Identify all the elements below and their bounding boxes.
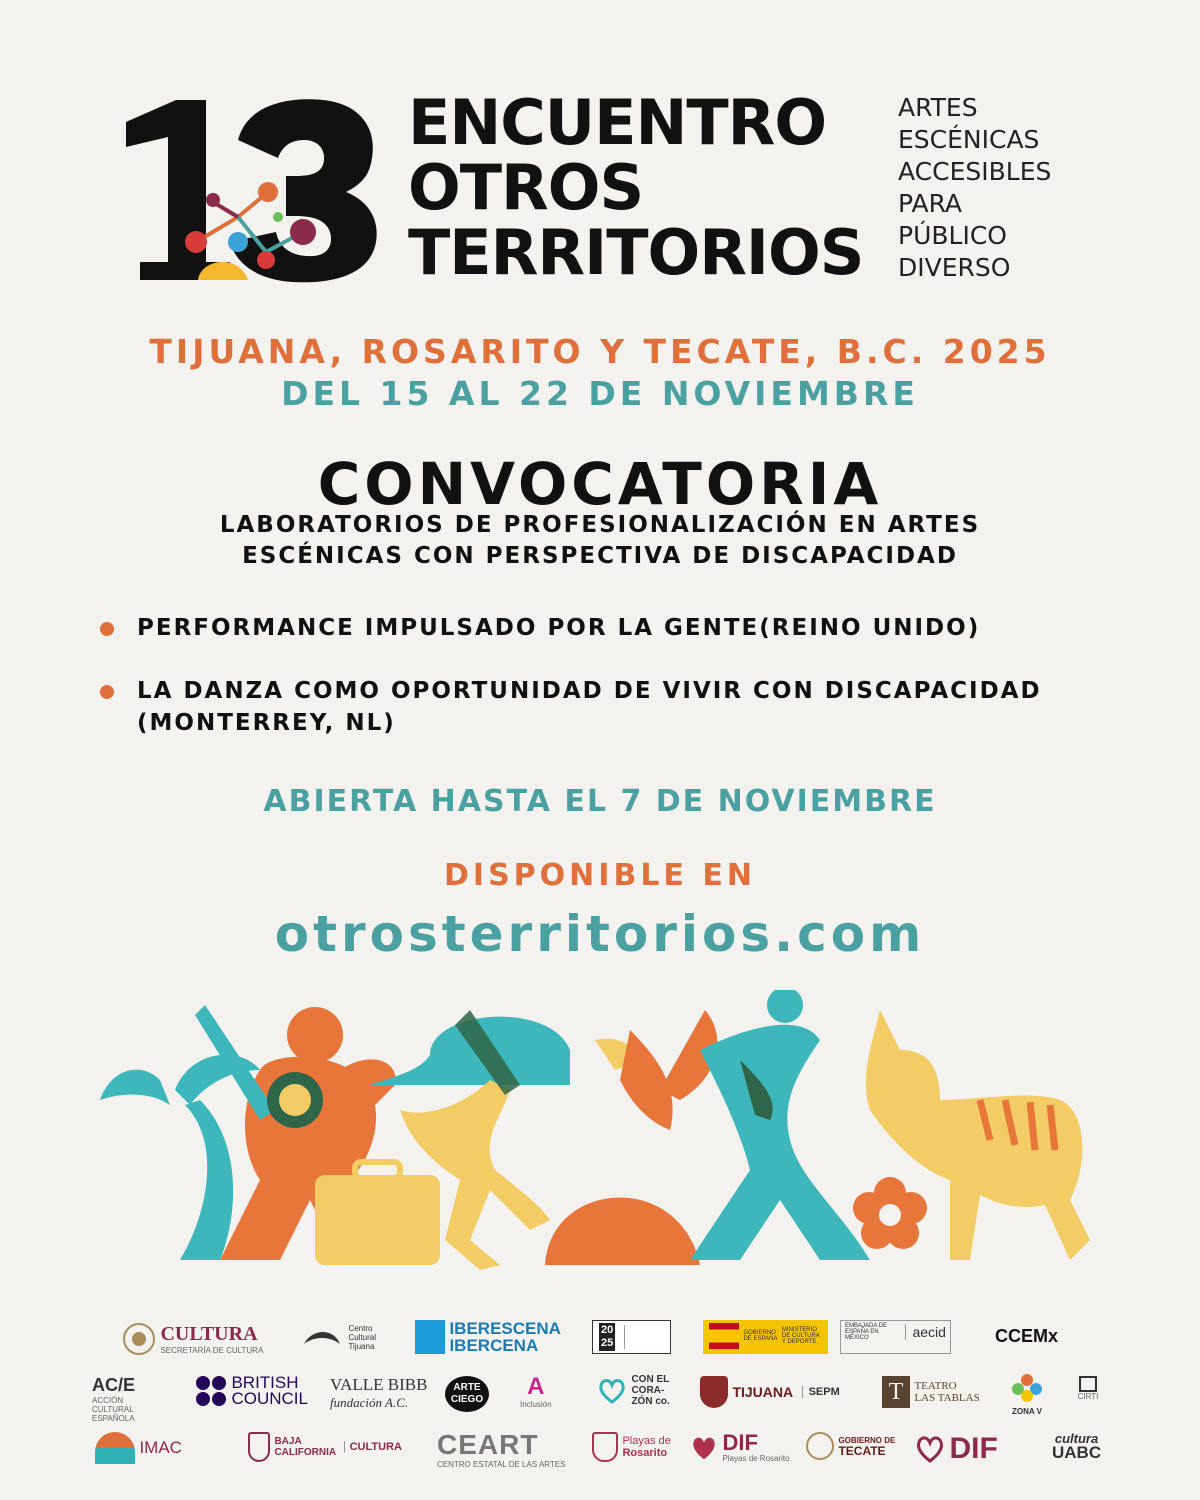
year-bottom: 25 (601, 1337, 614, 1349)
british-dots-icon (195, 1375, 227, 1407)
seal-icon (122, 1322, 156, 1356)
imac-logo (95, 1432, 182, 1464)
title-line-2: OTROS (408, 151, 644, 224)
baja-shield-icon (248, 1432, 270, 1462)
call-item (100, 612, 1150, 644)
bullet-dot-icon (100, 622, 114, 636)
dif-text: DIF (722, 1430, 758, 1455)
tablas-t-icon: T (882, 1376, 910, 1408)
cultura-logo (122, 1322, 263, 1356)
embajada-text: EMBAJADA DE ESPAÑA EN MÉXICO (845, 1323, 888, 1341)
ace-text: AC/E (92, 1375, 136, 1395)
cultura-text: CULTURA (160, 1323, 258, 1345)
logo-13-icon (118, 92, 388, 287)
aecid-text: aecid (905, 1324, 945, 1340)
ccemx-logo: CCEMx (995, 1326, 1059, 1346)
cirti-box-icon (1079, 1376, 1097, 1392)
ministerio-text: MINISTERIO DE CULTURA Y DEPORTE (781, 1327, 820, 1345)
tijuana-text: TIJUANA (732, 1384, 794, 1400)
event-dates: DEL 15 AL 22 DE NOVIEMBRE (281, 374, 919, 413)
ciego-text: CIEGO (450, 1394, 484, 1405)
valle-bibb-logo (330, 1375, 427, 1411)
sepm-text: SEPM (802, 1386, 840, 1398)
cirti-text: CIRTI (1077, 1392, 1099, 1401)
zona-text: ZONA V (1012, 1407, 1042, 1416)
cultura-uabc-logo (1052, 1432, 1101, 1460)
event-location: TIJUANA, ROSARITO Y TECATE, B.C. 2025 (149, 332, 1051, 371)
tecate-logo (806, 1432, 895, 1460)
tecate-text: TECATE (838, 1444, 886, 1458)
con-el-corazon-logo (597, 1374, 670, 1407)
ibercena-text: IBERCENA (449, 1336, 539, 1355)
inclusion-text: Inclusión (520, 1400, 552, 1409)
cultura-sub: SECRETARÍA DE CULTURA (160, 1346, 264, 1355)
year-top: 20 (601, 1324, 614, 1336)
zona-v-logo (1010, 1372, 1044, 1416)
dif-heart-icon (690, 1434, 718, 1462)
iberescena-text: IBERESCENA (449, 1319, 561, 1338)
cirti-logo (1066, 1376, 1110, 1401)
tecate-seal-icon (806, 1432, 834, 1460)
cct-logo (300, 1322, 398, 1352)
uabc-text: UABC (1052, 1443, 1102, 1462)
ace-logo (92, 1375, 152, 1423)
title-line-3: TERRITORIOS (408, 216, 864, 289)
call-item-text: LA DANZA COMO OPORTUNIDAD DE VIVIR CON DISCAPACIDAD (MONTERREY, NL) (137, 678, 1042, 736)
corazon-text-1: CON EL (631, 1374, 670, 1385)
iberescena-icon (415, 1320, 445, 1354)
cultura-bc-text: CULTURA (344, 1441, 402, 1453)
arte-ciego-logo (445, 1376, 489, 1412)
gobierno-text: GOBIERNO DE ESPAÑA (743, 1330, 778, 1342)
embajada-logo (840, 1320, 951, 1354)
council-text: COUNCIL (231, 1389, 308, 1408)
las-tablas-text: LAS TABLAS (914, 1392, 980, 1404)
ace-sub: ACCIÓN CULTURAL ESPAÑOLA (92, 1396, 135, 1423)
rosarito-text: Rosarito (622, 1447, 668, 1459)
dif-sub: Playas de Rosarito (722, 1454, 790, 1463)
corazon-text-3: ZÓN co. (631, 1396, 670, 1407)
available-label: DISPONIBLE EN (444, 858, 756, 893)
heart-icon (597, 1376, 627, 1406)
ceart-text: CEART (437, 1429, 539, 1460)
imac-sun-icon (95, 1432, 135, 1464)
zona-flower-icon (1010, 1372, 1044, 1402)
california-text: CALIFORNIA (274, 1447, 337, 1458)
baja-california-logo (248, 1432, 402, 1462)
imac-text: IMAC (139, 1438, 182, 1457)
tagline-line: ACCESIBLES (898, 157, 1052, 186)
tagline-line: DIVERSO (898, 253, 1011, 282)
tagline-line: ARTES (898, 93, 978, 122)
year-2025-logo (592, 1320, 671, 1354)
british-council-logo (195, 1375, 308, 1407)
british-text: BRITISH (231, 1373, 299, 1392)
teatro-text: TEATRO (914, 1380, 957, 1392)
gobierno-de-text: GOBIERNO DE (838, 1436, 896, 1445)
playas-shield-icon (592, 1432, 618, 1462)
call-title: CONVOCATORIA (317, 450, 883, 518)
valle-text: VALLE BIBB (330, 1375, 428, 1394)
inclusion-logo (520, 1374, 552, 1409)
website-link[interactable]: otrosterritorios.com (274, 905, 926, 963)
dif-2-text: DIF (949, 1432, 998, 1465)
dif-rosarito-logo (690, 1432, 790, 1463)
cct-icon (300, 1322, 344, 1352)
bullet-dot-icon (100, 685, 114, 699)
arte-text: ARTE (453, 1382, 481, 1393)
dif-heart-outline-icon (915, 1434, 945, 1464)
tagline-line: PÚBLICO (898, 221, 1007, 250)
tijuana-shield-icon (700, 1376, 728, 1408)
call-item (100, 675, 1150, 739)
gobierno-espana-logo (703, 1320, 828, 1354)
spain-flag-icon (709, 1323, 739, 1349)
fundacion-text: fundación A.C. (330, 1395, 409, 1410)
call-item-text: PERFORMANCE IMPULSADO POR LA GENTE(REINO UNIDO) (137, 615, 981, 641)
baja-text: BAJA (274, 1436, 302, 1447)
corazon-text-2: CORA- (631, 1385, 665, 1396)
ceart-sub: CENTRO ESTATAL DE LAS ARTES (437, 1460, 566, 1469)
uabc-cultura-text: cultura (1054, 1431, 1099, 1446)
call-subtitle-line-1: LABORATORIOS DE PROFESIONALIZACIÓN EN ARTES (219, 512, 981, 538)
tagline-line: PARA (898, 189, 963, 218)
ceart-logo (437, 1430, 565, 1469)
iberescena-logo (415, 1320, 561, 1354)
deadline: ABIERTA HASTA EL 7 DE NOVIEMBRE (263, 784, 937, 819)
dif-logo (915, 1432, 998, 1466)
tijuana-logo (700, 1376, 840, 1408)
call-subtitle-line-2: ESCÉNICAS CON PERSPECTIVA DE DISCAPACIDAD (242, 543, 958, 569)
playas-rosarito-logo (592, 1432, 671, 1462)
cct-text: Centro Cultural Tijuana (348, 1323, 377, 1351)
teatro-las-tablas-logo (882, 1376, 980, 1408)
playas-text: Playas de (622, 1435, 671, 1447)
title-line-1: ENCUENTRO (408, 86, 827, 159)
inclusion-a-icon: A (527, 1373, 545, 1400)
dancers-illustration-icon (100, 990, 1100, 1275)
tagline-line: ESCÉNICAS (898, 125, 1040, 154)
